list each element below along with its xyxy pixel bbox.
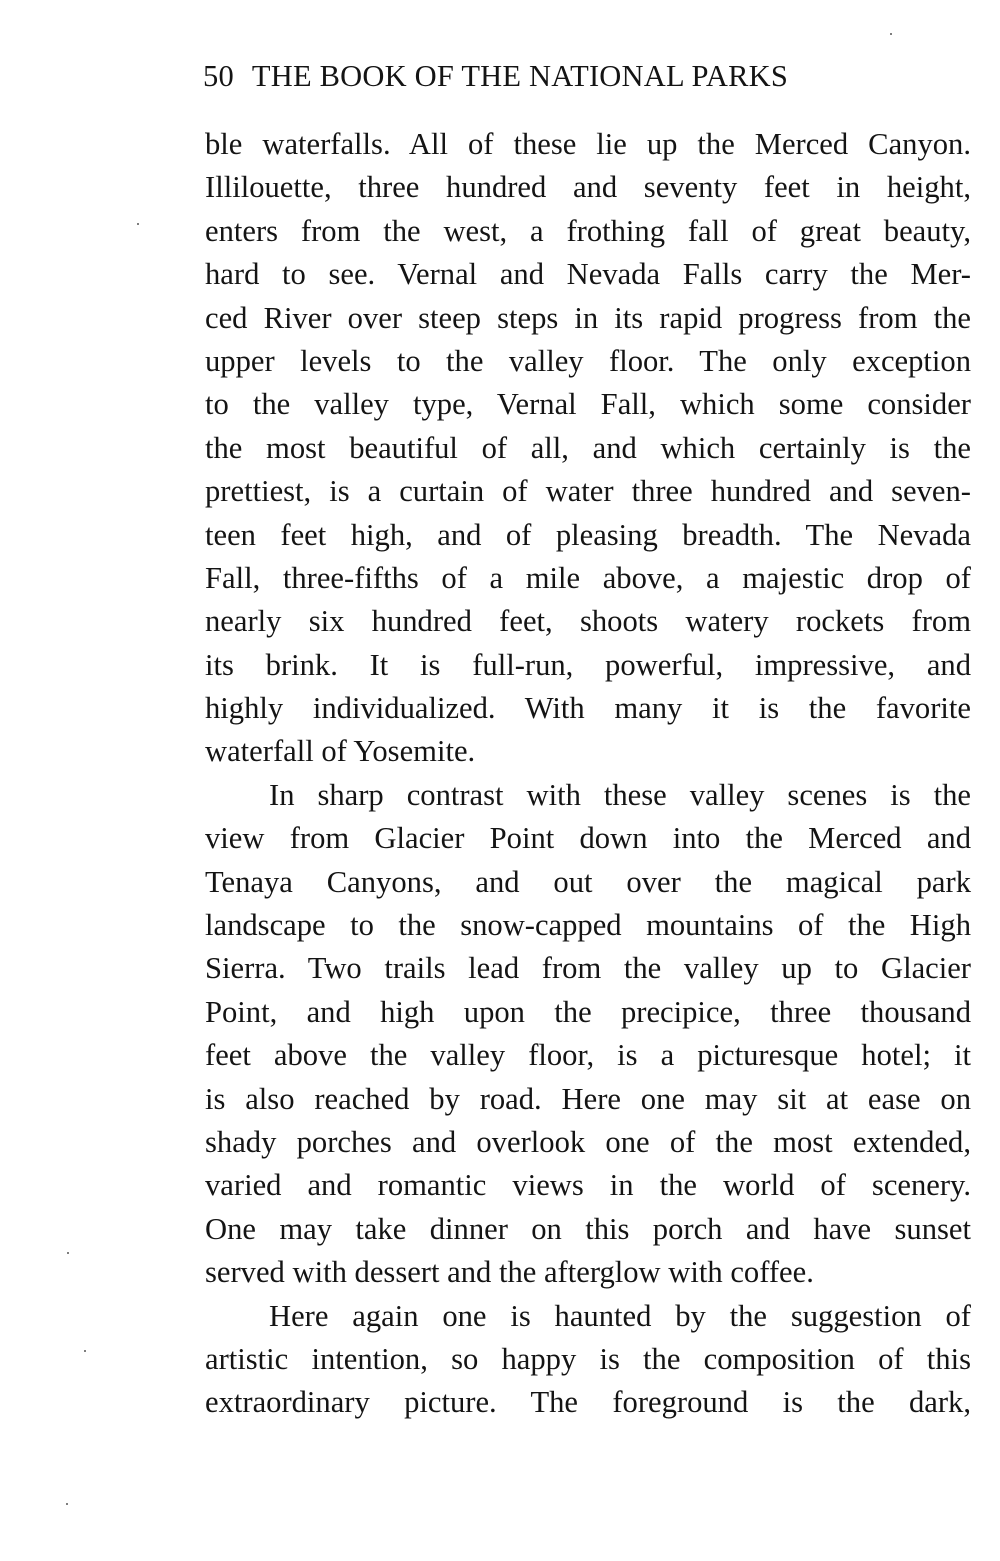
text-line: teen feet high, and of pleasing breadth. The Nevada <box>205 517 971 552</box>
text-line: prettiest, is a curtain of water three hundred and seven- <box>205 474 971 509</box>
paragraph <box>205 123 971 774</box>
scan-speck <box>137 223 139 225</box>
text-line: view from Glacier Point down into the Merced and <box>205 821 971 856</box>
text-line: ced River over steep steps in its rapid progress from the <box>205 300 971 335</box>
text-line: shady porches and overlook one of the most extended, <box>205 1124 971 1159</box>
scan-speck <box>66 1503 68 1505</box>
text-line: feet above the valley floor, is a picturesque hotel; it <box>205 1038 971 1073</box>
text-line: landscape to the snow-capped mountains of the High <box>205 908 971 943</box>
text-line: upper levels to the valley floor. The only exception <box>205 343 971 378</box>
body-text <box>205 123 971 1425</box>
text-line: Sierra. Two trails lead from the valley up to Glacier <box>205 951 971 986</box>
text-line: artistic intention, so happy is the composition of this <box>205 1341 971 1376</box>
text-line: extraordinary picture. The foreground is the dark, <box>205 1385 971 1420</box>
text-line: the most beautiful of all, and which certainly is the <box>205 430 971 465</box>
scan-speck <box>67 1252 69 1254</box>
text-line: its brink. It is full-run, powerful, impressive, and <box>205 647 971 682</box>
text-line: to the valley type, Vernal Fall, which some consider <box>205 387 971 422</box>
page-number: 50 <box>203 59 234 93</box>
text-line: ble waterfalls. All of these lie up the Merced Canyon. <box>205 127 971 161</box>
paragraph <box>205 1295 971 1425</box>
text-line: is also reached by road. Here one may sit at ease on <box>205 1081 971 1116</box>
text-line: Here again one is haunted by the suggestion of <box>269 1298 971 1333</box>
scan-speck <box>84 1350 86 1352</box>
text-line: One may take dinner on this porch and have sunset <box>205 1211 971 1246</box>
text-line: highly individualized. With many it is the favorite <box>205 691 971 726</box>
scan-speck <box>890 33 892 35</box>
text-line: waterfall of Yosemite. <box>205 734 476 769</box>
text-line: In sharp contrast with these valley scenes is the <box>269 777 971 812</box>
text-line: served with dessert and the afterglow with coffee. <box>205 1255 814 1290</box>
running-head <box>203 56 973 96</box>
text-line: Illilouette, three hundred and seventy feet in height, <box>205 170 971 205</box>
text-line: hard to see. Vernal and Nevada Falls carry the Mer- <box>205 257 971 292</box>
running-title: THE BOOK OF THE NATIONAL PARKS <box>251 59 789 93</box>
text-line: Tenaya Canyons, and out over the magical park <box>205 864 971 899</box>
text-line: Point, and high upon the precipice, three thousand <box>205 994 971 1029</box>
text-line: enters from the west, a frothing fall of great beauty, <box>205 213 971 248</box>
text-line: Fall, three-fifths of a mile above, a majestic drop of <box>205 560 971 595</box>
text-line: varied and romantic views in the world of scenery. <box>205 1168 971 1203</box>
text-line: nearly six hundred feet, shoots watery rockets from <box>205 604 971 639</box>
paragraph <box>205 774 971 1295</box>
